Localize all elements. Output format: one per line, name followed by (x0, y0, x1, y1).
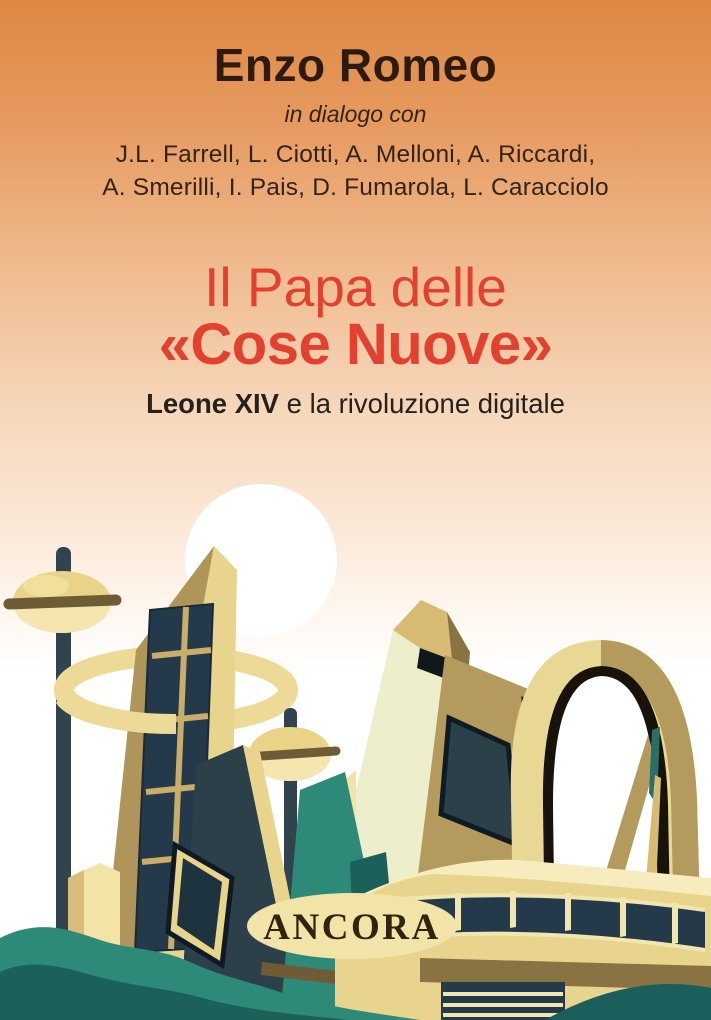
publisher-logo-text: ANCORA (263, 907, 441, 948)
book-subtitle-bold: Leone XIV (146, 388, 280, 419)
dialog-names-line1: J.L. Farrell, L. Ciotti, A. Melloni, A. Riccardi, (115, 141, 596, 168)
book-title-line2: «Cose Nuove» (158, 312, 553, 377)
author-name: Enzo Romeo (213, 39, 498, 91)
publisher-badge (247, 893, 457, 959)
dialog-intro: in dialogo con (284, 101, 427, 127)
book-subtitle-rest: e la rivoluzione digitale (279, 388, 565, 419)
book-title (0, 256, 711, 377)
dialog-names (0, 138, 711, 204)
dialog-names-line2: A. Smerilli, I. Pais, D. Fumarola, L. Caracciolo (102, 174, 609, 201)
book-title-line1: Il Papa delle (204, 256, 507, 318)
book-subtitle (0, 388, 711, 420)
